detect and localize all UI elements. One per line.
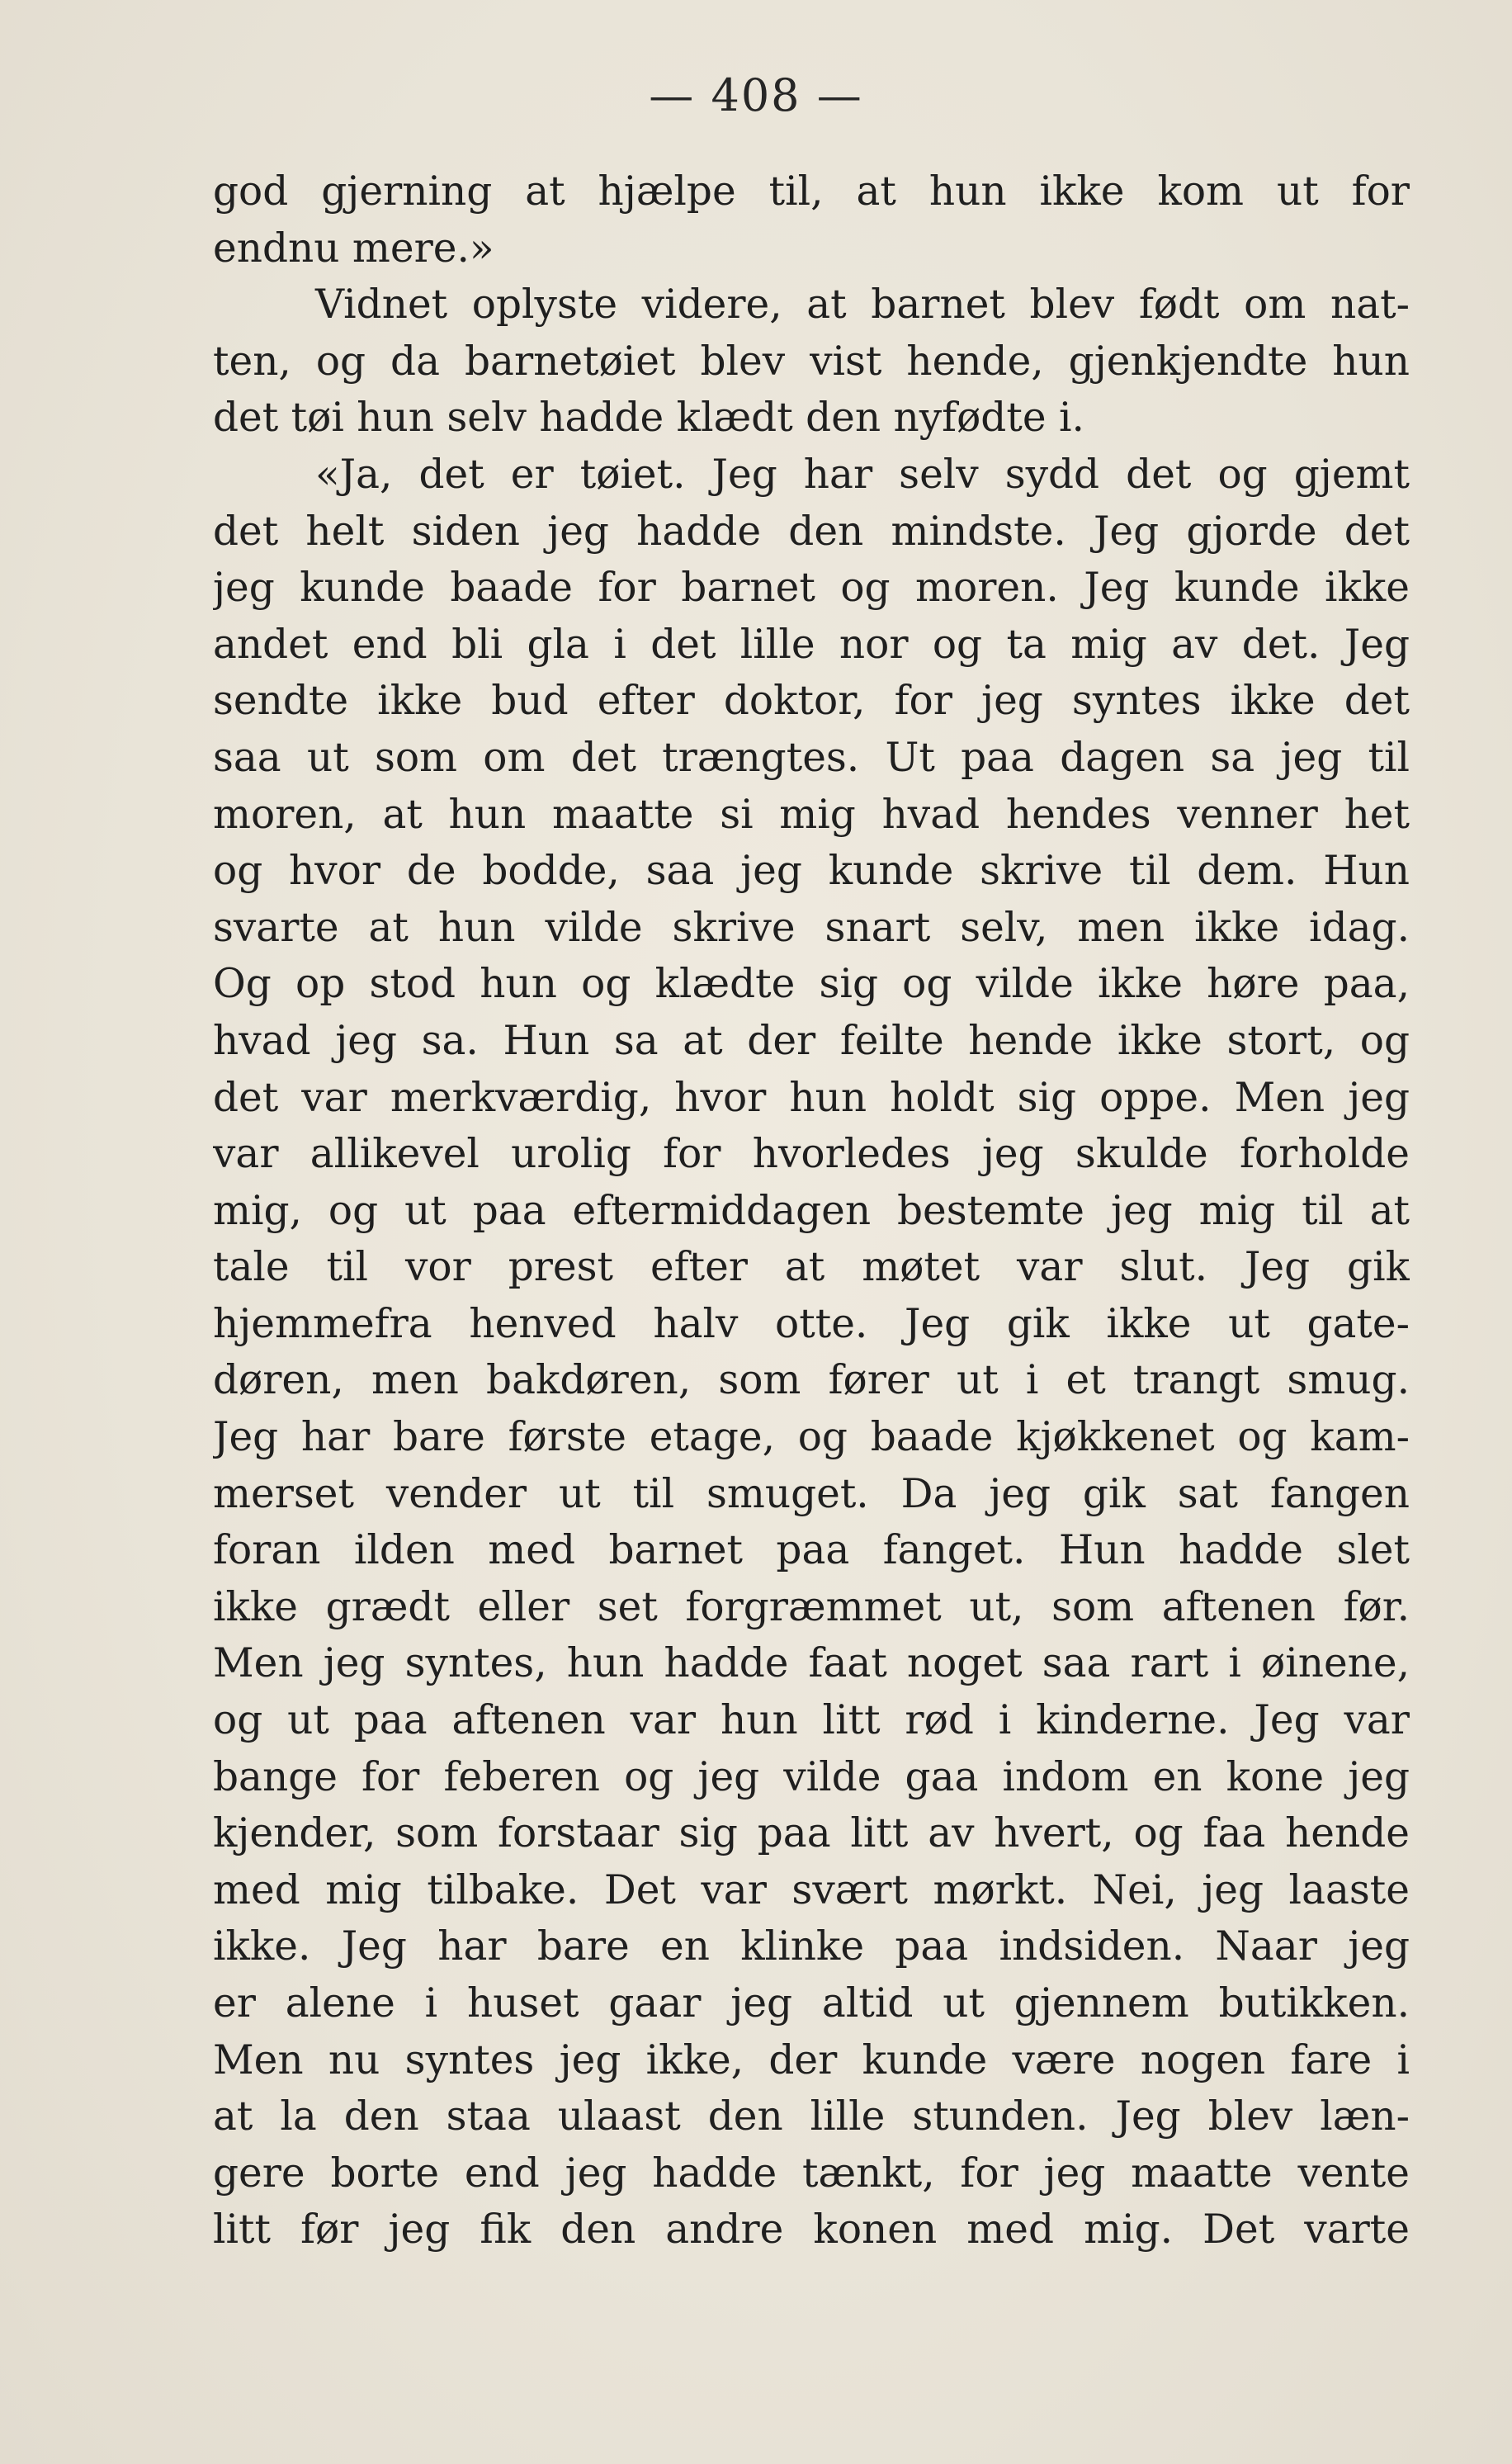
text-line: foran ilden med barnet paa fanget. Hun hadde slet	[213, 1527, 1410, 1574]
text-line: ikke grædt eller set forgræmmet ut, som aftenen før.	[213, 1583, 1410, 1630]
text-line: at la den staa ulaast den lille stunden. Jeg blev læn-	[213, 2093, 1410, 2140]
text-line: Jeg har bare første etage, og baade kjøkkenet og kam-	[213, 1414, 1410, 1461]
text-line: svarte at hun vilde skrive snart selv, men ikke idag.	[213, 904, 1410, 951]
text-line: tale til vor prest efter at møtet var slut. Jeg gik	[213, 1244, 1410, 1291]
text-line: merset vender ut til smuget. Da jeg gik sat fangen	[213, 1470, 1410, 1517]
text-line: «Ja, det er tøiet. Jeg har selv sydd det og gjemt	[315, 451, 1410, 498]
text-line: moren, at hun maatte si mig hvad hendes venner het	[213, 791, 1410, 838]
text-line: Men jeg syntes, hun hadde faat noget saa rart i øinene,	[213, 1640, 1410, 1687]
text-line: var allikevel urolig for hvorledes jeg skulde forholde	[213, 1131, 1410, 1178]
body-text	[213, 163, 1410, 2258]
text-line: med mig tilbake. Det var svært mørkt. Nei, jeg laaste	[213, 1866, 1410, 1913]
text-line: det var merkværdig, hvor hun holdt sig oppe. Men jeg	[213, 1074, 1410, 1121]
text-line: litt før jeg fik den andre konen med mig. Det varte	[213, 2206, 1410, 2254]
text-line: bange for feberen og jeg vilde gaa indom en kone jeg	[213, 1753, 1410, 1800]
text-line: hvad jeg sa. Hun sa at der feilte hende ikke stort, og	[213, 1017, 1410, 1064]
text-line: ikke. Jeg har bare en klinke paa indsiden. Naar jeg	[213, 1923, 1410, 1970]
text-line: gere borte end jeg hadde tænkt, for jeg maatte vente	[213, 2149, 1410, 2197]
text-line: og ut paa aftenen var hun litt rød i kinderne. Jeg var	[213, 1697, 1410, 1744]
text-line: mig, og ut paa eftermiddagen bestemte jeg mig til at	[213, 1187, 1410, 1234]
text-line: og hvor de bodde, saa jeg kunde skrive til dem. Hun	[213, 848, 1410, 895]
text-line: døren, men bakdøren, som fører ut i et trangt smug.	[213, 1357, 1410, 1404]
text-line: Men nu syntes jeg ikke, der kunde være nogen fare i	[213, 2036, 1410, 2083]
text-line: Og op stod hun og klædte sig og vilde ikke høre paa,	[213, 961, 1410, 1008]
text-line: ten, og da barnetøiet blev vist hende, gjenkjendte hun	[213, 338, 1410, 385]
text-line: hjemmefra henved halv otte. Jeg gik ikke ut gate-	[213, 1300, 1410, 1347]
text-line: saa ut som om det trængtes. Ut paa dagen sa jeg til	[213, 734, 1410, 781]
text-line: sendte ikke bud efter doktor, for jeg syntes ikke det	[213, 678, 1410, 725]
text-line: det tøi hun selv hadde klædt den nyfødte i.	[213, 395, 1084, 442]
text-line: endnu mere.»	[213, 225, 494, 272]
page-number: — 408 —	[649, 69, 863, 121]
text-line: Vidnet oplyste videre, at barnet blev født om nat-	[315, 281, 1410, 329]
text-line: det helt siden jeg hadde den mindste. Jeg gjorde det	[213, 508, 1410, 555]
text-line: god gjerning at hjælpe til, at hun ikke kom ut for	[213, 168, 1410, 215]
text-line: er alene i huset gaar jeg altid ut gjennem butikken.	[213, 1980, 1410, 2027]
text-line: jeg kunde baade for barnet og moren. Jeg kunde ikke	[213, 565, 1410, 612]
text-line: andet end bli gla i det lille nor og ta mig av det. Jeg	[213, 621, 1410, 668]
text-line: kjender, som forstaar sig paa litt av hvert, og faa hende	[213, 1810, 1410, 1857]
